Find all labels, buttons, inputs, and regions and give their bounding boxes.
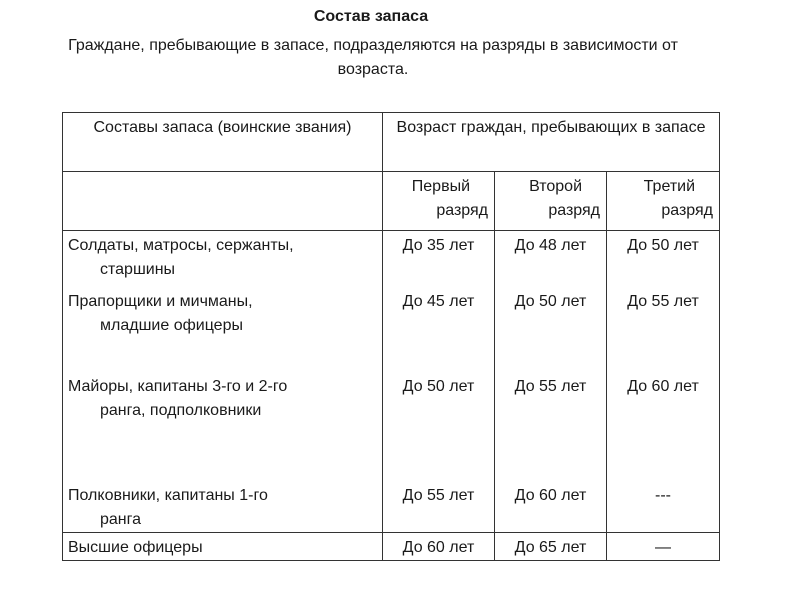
age-colonels-second: До 60 лет [514,487,587,504]
third-category-column [607,231,720,533]
age-senior-second: До 65 лет [514,539,587,556]
rank-majors-line1: Майоры, капитаны 3-го и 2-го [68,378,288,395]
table-header-row [63,113,720,172]
rank-soldiers-line2: старшины [100,261,176,278]
category-first-line2: разряд [436,202,488,219]
age-senior-third: — [655,539,671,556]
category-third-line1: Третий [643,178,696,195]
rank-soldiers-line1: Солдаты, матросы, сержанты, [68,237,294,254]
rank-colonels-line2: ранга [100,511,142,528]
category-second-line2: разряд [548,202,600,219]
age-warrant-third: До 55 лет [627,293,699,310]
rank-majors-line2: ранга, подполковники [100,402,262,419]
age-majors-first: До 50 лет [402,378,475,395]
rank-colonels-line1: Полковники, капитаны 1-го [68,487,268,504]
age-soldiers-second: До 48 лет [514,237,587,254]
rank-warrant-line2: младшие офицеры [100,317,243,334]
age-senior-first-cell [383,533,495,561]
age-warrant-first: До 45 лет [402,293,475,310]
table-subheader-row [63,172,720,231]
header-empty-cell [63,172,383,231]
age-colonels-third: --- [655,487,671,504]
rank-senior-officers: Высшие офицеры [63,533,383,561]
age-soldiers-third: До 50 лет [627,237,699,254]
rank-soldiers [68,234,376,282]
age-senior-second-cell [495,533,607,561]
rank-colonels [68,484,376,532]
reserve-table [62,112,720,561]
age-soldiers-first: До 35 лет [402,237,475,254]
age-senior-first: До 60 лет [402,539,475,556]
age-senior-third-cell [607,533,720,561]
header-ranks: Составы запаса (воинские звания) [63,113,383,172]
rank-warrant-officers [68,290,376,338]
rank-majors [68,375,376,423]
age-colonels-first: До 55 лет [402,487,475,504]
first-category-column [383,231,495,533]
category-third [607,172,720,231]
category-second [495,172,607,231]
page-title: Состав запаса [313,8,429,25]
header-age: Возраст граждан, пребывающих в запасе [383,113,720,172]
category-second-line1: Второй [529,178,582,195]
category-first-line1: Первый [411,178,470,195]
category-third-line2: разряд [661,202,714,219]
category-first [383,172,495,231]
ranks-column [63,231,383,533]
table-row-senior [63,533,720,561]
table-body-row [63,231,720,533]
second-category-column [495,231,607,533]
age-majors-second: До 55 лет [514,378,587,395]
rank-warrant-line1: Прапорщики и мичманы, [68,293,253,310]
age-warrant-second: До 50 лет [514,293,587,310]
age-majors-third: До 60 лет [627,378,699,395]
page-subtitle: Граждане, пребывающие в запасе, подразделяются на разряды в зависимости от возраста. [68,37,678,78]
